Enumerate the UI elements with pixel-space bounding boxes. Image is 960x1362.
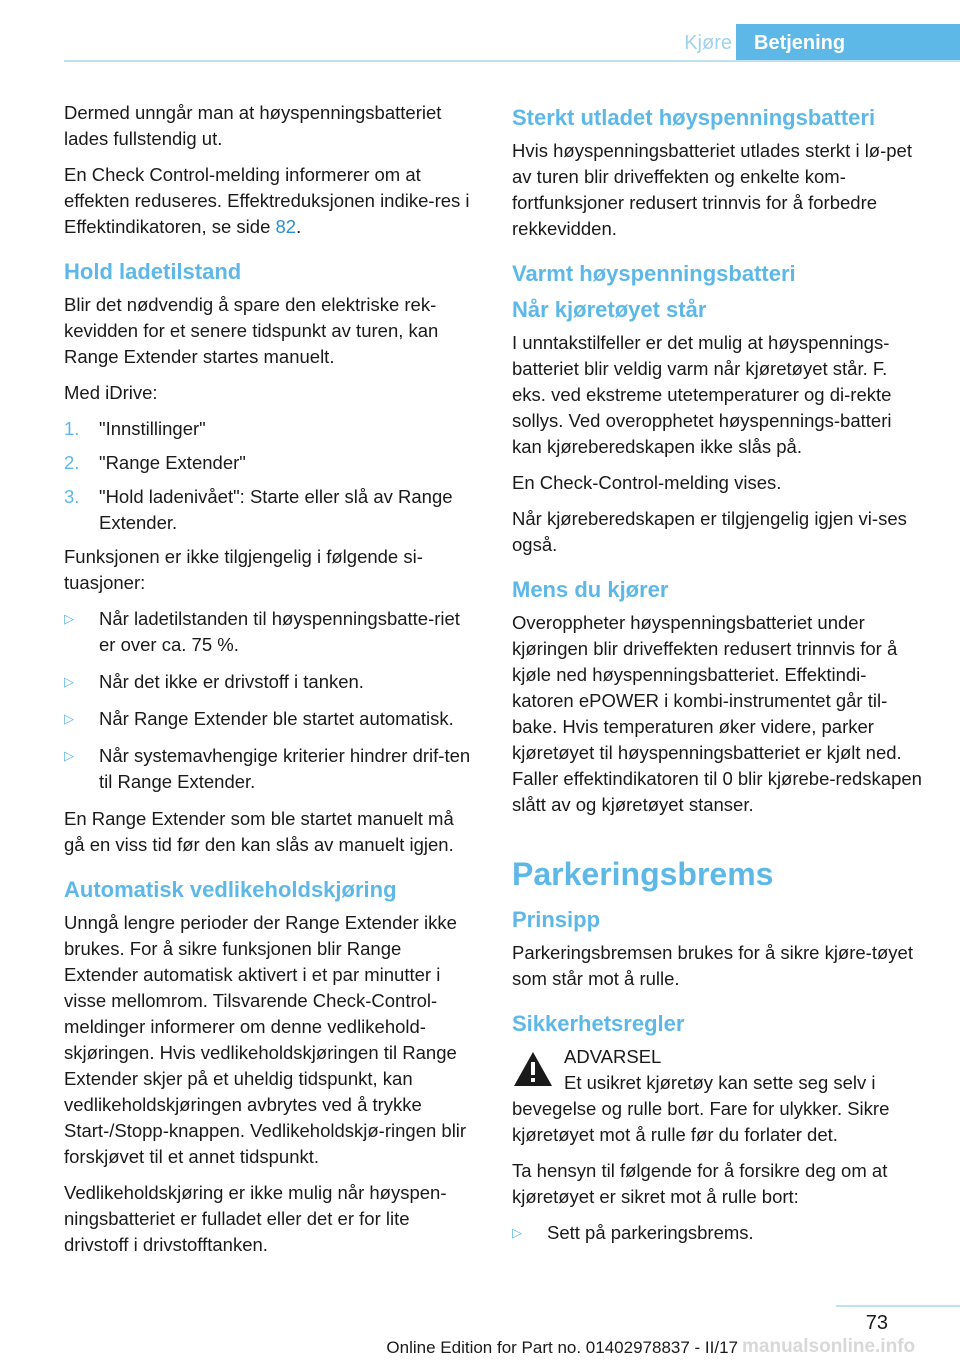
list-item bbox=[64, 706, 478, 732]
chapter-tab: Betjening bbox=[736, 24, 960, 62]
step-item bbox=[64, 416, 478, 442]
warning-text: Et usikret kjøretøy kan sette seg selv i bevegelse og rulle bort. Fare for ulykker. Sikre kjøretøyet mot å rulle før du forlater det. bbox=[512, 1072, 890, 1145]
paragraph: Overoppheter høyspenningsbatteriet under kjøringen blir driveffekten redusert trinnvis for å kjøle ned høyspenningsbatteriet. Effektindi‐katoren ePOWER i kombi-instrumentet går til‐bake. Hvis temperaturen øker videre, parker kjøretøyet til høyspenningsbatteriet er kjølt ned. Faller effektindikatoren til 0 blir kjørebe‐redskapen slått av og kjøretøyet stanser. bbox=[512, 612, 922, 815]
footer-divider bbox=[836, 1305, 960, 1307]
list-item bbox=[64, 606, 478, 658]
paragraph-text: En Check Control-melding informerer om at effekten reduseres. Effektreduksjonen indike‐res i Effektindikatoren, se side bbox=[64, 164, 470, 237]
heading-mens-du-kjorer: Mens du kjører bbox=[512, 577, 669, 602]
step-text: "Hold ladenivået": Starte eller slå av Range Extender. bbox=[99, 486, 453, 533]
page-header bbox=[0, 0, 960, 64]
heading-prinsipp: Prinsipp bbox=[512, 907, 601, 932]
step-list bbox=[64, 416, 478, 536]
triangle-bullet-icon: ▷ bbox=[512, 1225, 522, 1240]
edition-line: Online Edition for Part no. 01402978837 - II/17 bbox=[386, 1338, 738, 1357]
paragraph: Blir det nødvendig å spare den elektriske rek‐kevidden for et senere tidspunkt av turen, kan Range Extender startes manuelt. bbox=[64, 294, 439, 367]
list-item bbox=[64, 669, 478, 695]
heading-varmt-batteri: Varmt høyspenningsbatteri bbox=[512, 261, 796, 286]
step-item bbox=[64, 484, 478, 536]
bullet-list bbox=[512, 1220, 924, 1246]
heading-nar-kjoretoyet-star: Når kjøretøyet står bbox=[512, 297, 707, 322]
paragraph: I unntakstilfeller er det mulig at høyspennings‐batteriet blir veldig varm når kjøretøyet står. F. eks. ved ekstreme utetemperaturer og di‐rekte sollys. Ved overopphetet høyspennings‐batteri kan kjøreberedskapen ikke slås på. bbox=[512, 332, 892, 457]
list-item-text: Når systemavhengige kriterier hindrer drif‐ten til Range Extender. bbox=[99, 745, 471, 792]
step-item bbox=[64, 450, 478, 476]
page-number: 73 bbox=[865, 1312, 888, 1334]
heading-sterkt-utladet: Sterkt utladet høyspenningsbatteri bbox=[512, 105, 876, 130]
step-text: "Range Extender" bbox=[99, 452, 246, 473]
paragraph: Ta hensyn til følgende for å forsikre deg om at kjøretøyet er sikret mot å rulle bort: bbox=[512, 1160, 888, 1207]
page-link[interactable]: 82 bbox=[275, 216, 297, 237]
step-number: 2. bbox=[64, 452, 80, 473]
warning-triangle-icon bbox=[512, 1050, 554, 1088]
paragraph: Hvis høyspenningsbatteriet utlades sterkt i lø‐pet av turen blir driveffekten og enkelte kom‐fortfunksjoner redusert trinnvis for å forbedre rekkevidden. bbox=[512, 140, 912, 239]
list-item bbox=[512, 1220, 924, 1246]
heading-parkeringsbrems: Parkeringsbrems bbox=[512, 856, 774, 892]
heading-automatisk-vedlikehold: Automatisk vedlikeholdskjøring bbox=[64, 877, 397, 902]
step-number: 3. bbox=[64, 486, 80, 507]
paragraph bbox=[64, 162, 478, 240]
triangle-bullet-icon: ▷ bbox=[64, 711, 74, 726]
triangle-bullet-icon: ▷ bbox=[64, 674, 74, 689]
paragraph: Funksjonen er ikke tilgjengelig i følgende si‐tuasjoner: bbox=[64, 546, 423, 593]
heading-sikkerhetsregler: Sikkerhetsregler bbox=[512, 1011, 685, 1036]
warning-body bbox=[512, 1070, 924, 1148]
warning-box bbox=[512, 1044, 924, 1148]
paragraph: Dermed unngår man at høyspenningsbatteriet lades fullstendig ut. bbox=[64, 102, 442, 149]
list-item-text: Når det ikke er drivstoff i tanken. bbox=[99, 671, 364, 692]
list-item-text: Når ladetilstanden til høyspenningsbatte‐riet er over ca. 75 %. bbox=[99, 608, 460, 655]
list-item-text: Når Range Extender ble startet automatisk. bbox=[99, 708, 454, 729]
triangle-bullet-icon: ▷ bbox=[64, 748, 74, 763]
paragraph: Med iDrive: bbox=[64, 382, 158, 403]
paragraph: Unngå lengre perioder der Range Extender ikke brukes. For å sikre funksjonen blir Range Extender automatisk aktivert i et par minutter i visse mellomrom. Tilsvarende Check-Control-meldinger informerer om denne vedlikehold‐skjøringen. Hvis vedlikeholdskjøringen til Range Extender skjer på et uheldig tidspunkt, kan vedlikeholdskjøringen avbrytes ved å trykke Start-/Stopp-knappen. Vedlikeholdskjø‐ringen blir forskjøvet til et annet tidspunkt. bbox=[64, 912, 467, 1167]
triangle-bullet-icon: ▷ bbox=[64, 611, 74, 626]
step-text: "Innstillinger" bbox=[99, 418, 206, 439]
step-number: 1. bbox=[64, 418, 80, 439]
bullet-list bbox=[64, 606, 478, 795]
section-label: Kjøre bbox=[684, 32, 732, 54]
paragraph: En Range Extender som ble startet manuelt må gå en viss tid før den kan slås av manuelt igjen. bbox=[64, 808, 454, 855]
watermark: manualsonline.info bbox=[742, 1336, 916, 1357]
list-item-text: Sett på parkeringsbrems. bbox=[547, 1222, 754, 1243]
right-column bbox=[512, 100, 924, 1257]
paragraph: En Check-Control-melding vises. bbox=[512, 472, 782, 493]
paragraph: Når kjøreberedskapen er tilgjengelig igjen vi‐ses også. bbox=[512, 508, 907, 555]
warning-title: ADVARSEL bbox=[564, 1046, 662, 1067]
heading-hold-ladetilstand: Hold ladetilstand bbox=[64, 259, 242, 284]
paragraph-end: . bbox=[296, 216, 302, 237]
paragraph: Vedlikeholdskjøring er ikke mulig når høyspen‐ningsbatteriet er fulladet eller det er for lite drivstoff i drivstofftanken. bbox=[64, 1182, 447, 1255]
paragraph: Parkeringsbremsen brukes for å sikre kjøre‐tøyet som står mot å rulle. bbox=[512, 942, 913, 989]
list-item bbox=[64, 743, 478, 795]
header-divider bbox=[64, 60, 960, 62]
left-column bbox=[64, 100, 478, 1268]
